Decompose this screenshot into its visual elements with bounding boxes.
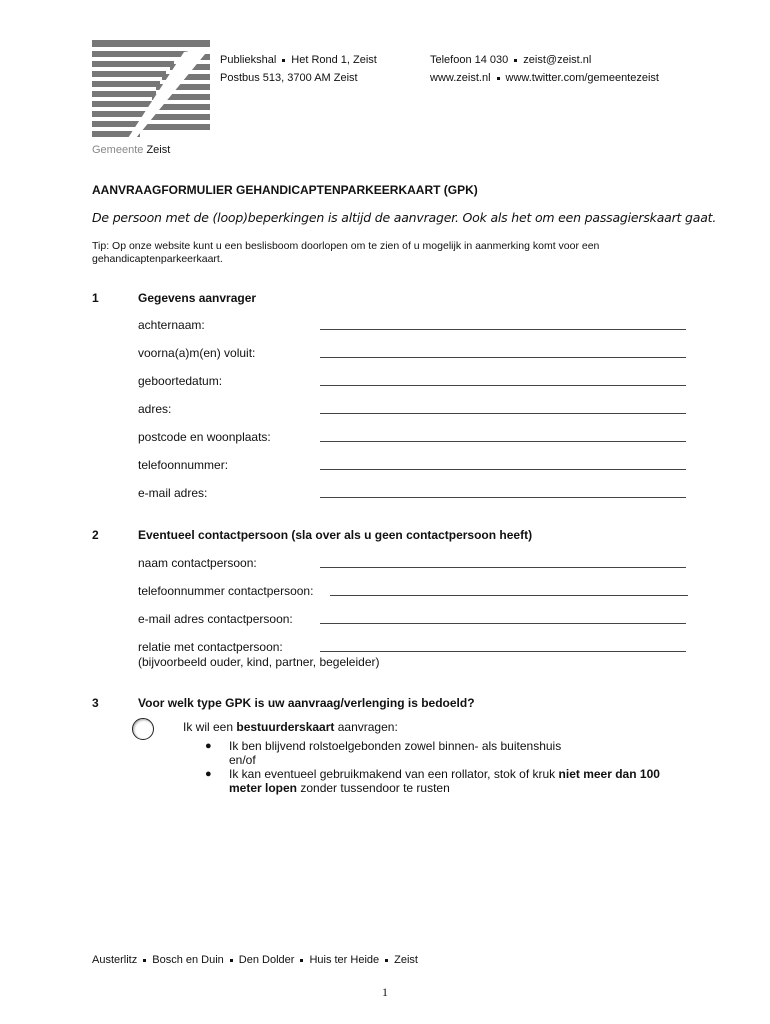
field-line-email[interactable]: [320, 497, 686, 498]
tip-text: Tip: Op onze website kunt u een beslisboom doorlopen om te zien of u mogelijk in aanmerking komt voor een gehandicaptenparkeerkaart.: [92, 240, 600, 265]
field-label-relatie-contactpersoon: relatie met contactpersoon:: [138, 640, 283, 654]
field-line-telefoonnummer[interactable]: [320, 469, 686, 470]
gemeente-zeist-logo: [92, 40, 210, 140]
bullet-2-text-bold: niet meer dan 100 meter lopen: [229, 767, 660, 795]
bullet-2-text-pre: Ik kan eventueel gebruikmakend van een rollator, stok of kruk: [229, 767, 559, 781]
relatie-note: (bijvoorbeeld ouder, kind, partner, begeleider): [138, 655, 380, 669]
bullet-2: [229, 767, 695, 795]
bullet-1-continuation: en/of: [229, 753, 256, 767]
field-label-achternaam: achternaam:: [138, 318, 205, 332]
contact-website[interactable]: www.zeist.nl: [430, 72, 491, 84]
contact-twitter[interactable]: www.twitter.com/gemeentezeist: [505, 72, 659, 84]
bullet-icon: ●: [205, 768, 212, 780]
radio-button-icon[interactable]: [132, 718, 154, 740]
field-label-voornamen: voorna(a)m(en) voluit:: [138, 346, 256, 360]
organisation-name-light: Gemeente: [92, 144, 144, 156]
footer-location: Huis ter Heide: [309, 954, 380, 966]
contact-email[interactable]: zeist@zeist.nl: [523, 54, 592, 66]
field-line-email-contactpersoon[interactable]: [320, 623, 686, 624]
address-line-2: Postbus 513, 3700 AM Zeist: [220, 72, 358, 84]
section-2-title: Eventueel contactpersoon (sla over als u geen contactpersoon heeft): [138, 528, 533, 542]
bullet-1-text: Ik ben blijvend rolstoelgebonden zowel binnen- als buitenshuis: [229, 739, 562, 753]
option-text-bold: bestuurderskaart: [236, 720, 335, 734]
field-label-email: e-mail adres:: [138, 486, 208, 500]
separator-dot-icon: [385, 959, 388, 962]
bullet-1: [229, 739, 709, 767]
bullet-2-text-post: zonder tussendoor te rusten: [297, 781, 450, 795]
field-line-voornamen[interactable]: [320, 357, 686, 358]
section-3-title: Voor welk type GPK is uw aanvraag/verlenging is bedoeld?: [138, 696, 475, 710]
separator-dot-icon: [497, 77, 500, 80]
address-publiekshal: Publiekshal: [220, 54, 277, 66]
section-1-number: 1: [92, 291, 99, 305]
field-label-email-contactpersoon: e-mail adres contactpersoon:: [138, 612, 293, 626]
field-label-telefoonnummer: telefoonnummer:: [138, 458, 229, 472]
field-line-achternaam[interactable]: [320, 329, 686, 330]
form-subtitle: De persoon met de (loop)beperkingen is altijd de aanvrager. Ook als het om een passagierskaart gaat.: [92, 210, 717, 225]
field-label-adres: adres:: [138, 402, 172, 416]
footer-location: Bosch en Duin: [152, 954, 224, 966]
separator-dot-icon: [300, 959, 303, 962]
field-label-postcode-woonplaats: postcode en woonplaats:: [138, 430, 271, 444]
separator-dot-icon: [143, 959, 146, 962]
contact-line-1: [430, 51, 591, 69]
separator-dot-icon: [230, 959, 233, 962]
separator-dot-icon: [514, 59, 517, 62]
field-line-naam-contactpersoon[interactable]: [320, 567, 686, 568]
field-label-telefoon-contactpersoon: telefoonnummer contactpersoon:: [138, 584, 314, 598]
separator-dot-icon: [282, 59, 285, 62]
contact-phone: Telefoon 14 030: [430, 54, 509, 66]
field-line-geboortedatum[interactable]: [320, 385, 686, 386]
field-label-naam-contactpersoon: naam contactpersoon:: [138, 556, 257, 570]
page-number: 1: [382, 985, 388, 999]
option-bestuurderskaart: [183, 720, 398, 734]
field-line-relatie-contactpersoon[interactable]: [320, 651, 686, 652]
organisation-name-dark: Zeist: [146, 144, 171, 156]
form-title: AANVRAAGFORMULIER GEHANDICAPTENPARKEERKAART (GPK): [92, 183, 478, 197]
contact-line-2: [430, 69, 659, 87]
section-1-title: Gegevens aanvrager: [138, 291, 257, 305]
footer-locations: [92, 954, 418, 966]
field-line-adres[interactable]: [320, 413, 686, 414]
field-label-geboortedatum: geboortedatum:: [138, 374, 223, 388]
option-text-post: aanvragen:: [334, 720, 398, 734]
field-line-telefoon-contactpersoon[interactable]: [330, 595, 688, 596]
address-street: Het Rond 1, Zeist: [291, 54, 377, 66]
footer-location: Zeist: [394, 954, 418, 966]
footer-location: Austerlitz: [92, 954, 138, 966]
address-line-1: [220, 51, 377, 69]
footer-location: Den Dolder: [238, 954, 295, 966]
organisation-name: [92, 144, 170, 156]
option-text-pre: Ik wil een: [183, 720, 237, 734]
field-line-postcode-woonplaats[interactable]: [320, 441, 686, 442]
bullet-icon: ●: [205, 740, 212, 752]
section-2-number: 2: [92, 528, 99, 542]
section-3-number: 3: [92, 696, 99, 710]
